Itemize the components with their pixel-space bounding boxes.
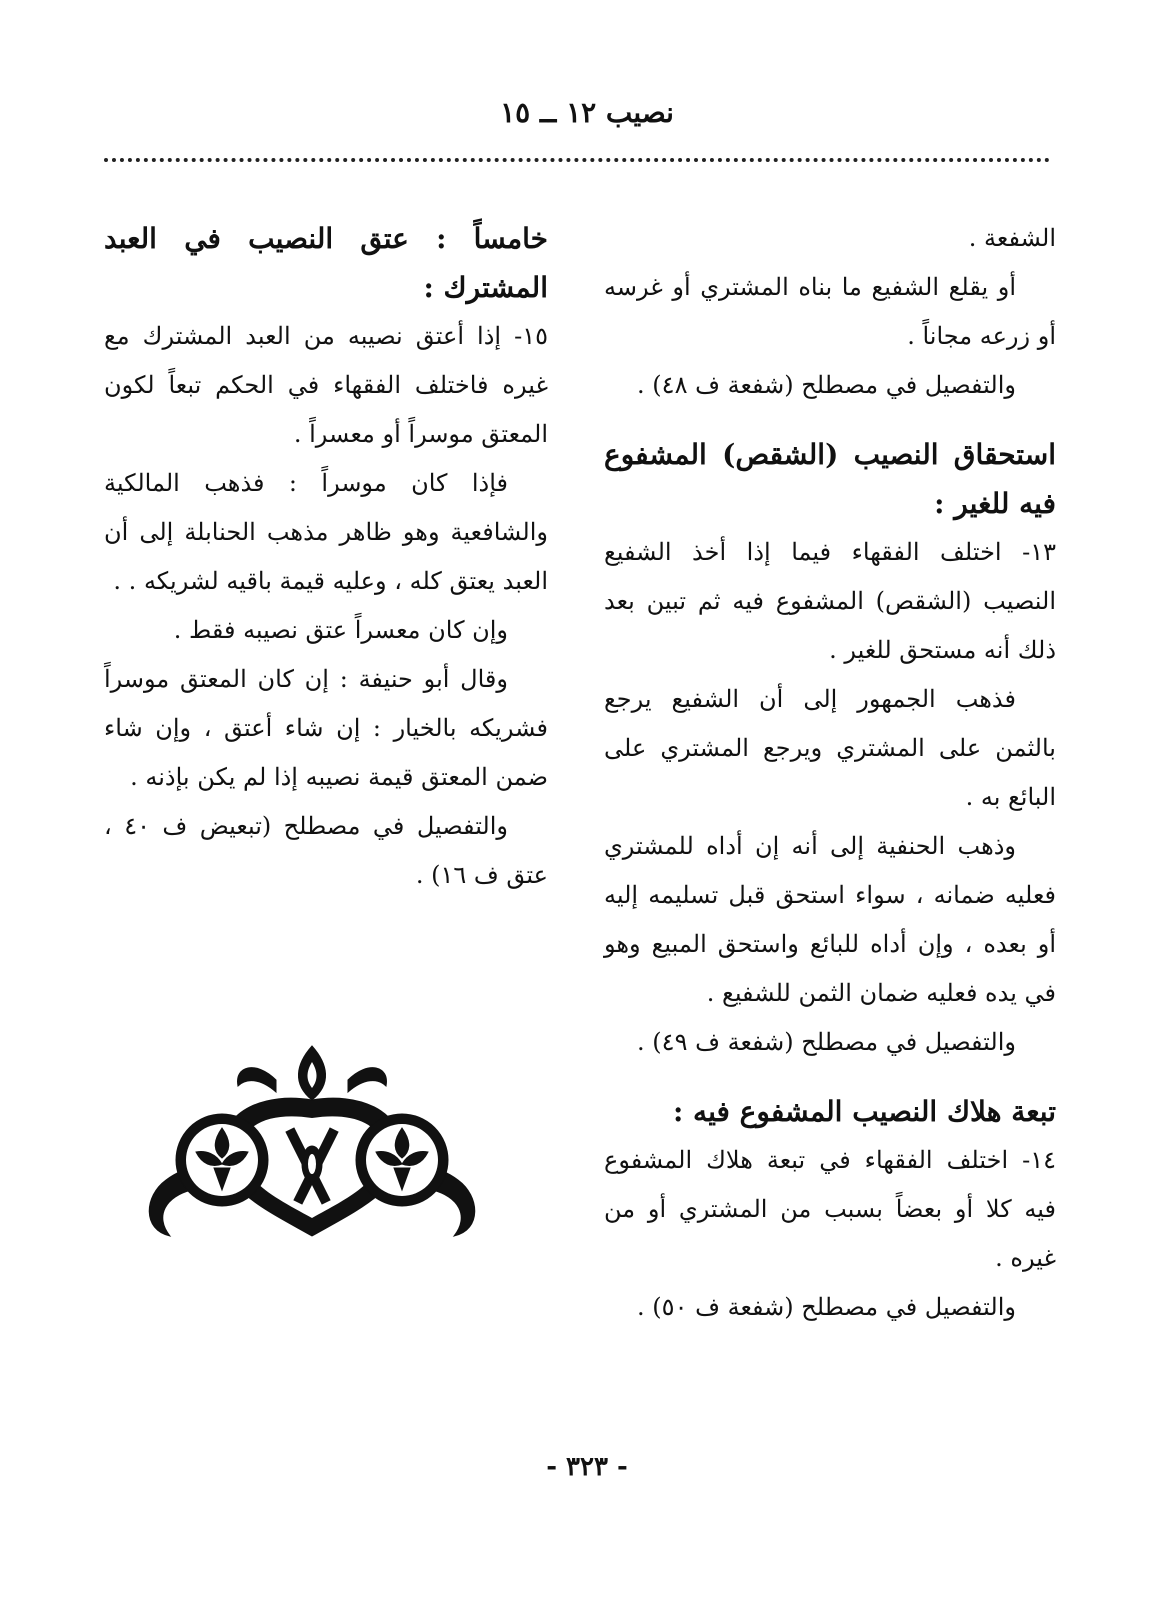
paragraph: ١٤- اختلف الفقهاء في تبعة هلاك المشفوع فيه كلا أو بعضاً بسبب من المشتري أو من غيره . (604, 1146, 1056, 1272)
arabesque-ornament-icon (126, 1040, 498, 1250)
section-heading: تبعة هلاك النصيب المشفوع فيه : (672, 1095, 1056, 1128)
paragraph: والتفصيل في مصطلح (شفعة ف ٤٩) . (637, 1028, 1016, 1056)
section-heading: استحقاق النصيب (الشقص) المشفوع فيه للغير : (604, 438, 1056, 520)
paragraph: وذهب الحنفية إلى أنه إن أداه للمشتري فعليه ضمانه ، سواء استحق قبل تسليمه إليه أو بعده ، وإن أداه للبائع واستحق المبيع وهو في يده فعليه ضمان الثمن للشفيع . (604, 832, 1056, 1007)
paragraph: ١٣- اختلف الفقهاء فيما إذا أخذ الشفيع النصيب (الشقص) المشفوع فيه ثم تبين بعد ذلك أنه مستحق للغير . (604, 538, 1056, 664)
page-number: - ٣٢٣ - (546, 1452, 628, 1482)
paragraph: فإذا كان موسراً : فذهب المالكية والشافعية وهو ظاهر مذهب الحنابلة إلى أن العبد يعتق كله ، وعليه قيمة باقيه لشريكه . . (104, 469, 548, 595)
paragraph: وقال أبو حنيفة : إن كان المعتق موسراً فشريكه بالخيار : إن شاء أعتق ، وإن شاء ضمن المعتق قيمة نصيبه إذا لم يكن بإذنه . (104, 665, 548, 791)
paragraph: ١٥- إذا أعتق نصيبه من العبد المشترك مع غيره فاختلف الفقهاء في الحكم تبعاً لكون المعتق موسراً أو معسراً . (104, 322, 548, 448)
paragraph: والتفصيل في مصطلح (تبعيض ف ٤٠ ، عتق ف ١٦) . (104, 812, 548, 889)
paragraph: والتفصيل في مصطلح (شفعة ف ٤٨) . (637, 371, 1016, 399)
paragraph: والتفصيل في مصطلح (شفعة ف ٥٠) . (637, 1293, 1016, 1321)
dotted-divider (104, 158, 1050, 162)
page-header: نصيب ١٢ ــ ١٥ (500, 96, 674, 129)
paragraph: وإن كان معسراً عتق نصيبه فقط . (173, 616, 508, 644)
left-column (104, 214, 548, 900)
paragraph: فذهب الجمهور إلى أن الشفيع يرجع بالثمن على المشتري ويرجع المشتري على البائع به . (604, 685, 1056, 811)
paragraph: الشفعة . (968, 224, 1056, 252)
section-heading: خامساً : عتق النصيب في العبد المشترك : (104, 222, 548, 304)
paragraph: أو يقلع الشفيع ما بناه المشتري أو غرسه أو زرعه مجاناً . (604, 273, 1056, 350)
right-column (604, 214, 1056, 1332)
